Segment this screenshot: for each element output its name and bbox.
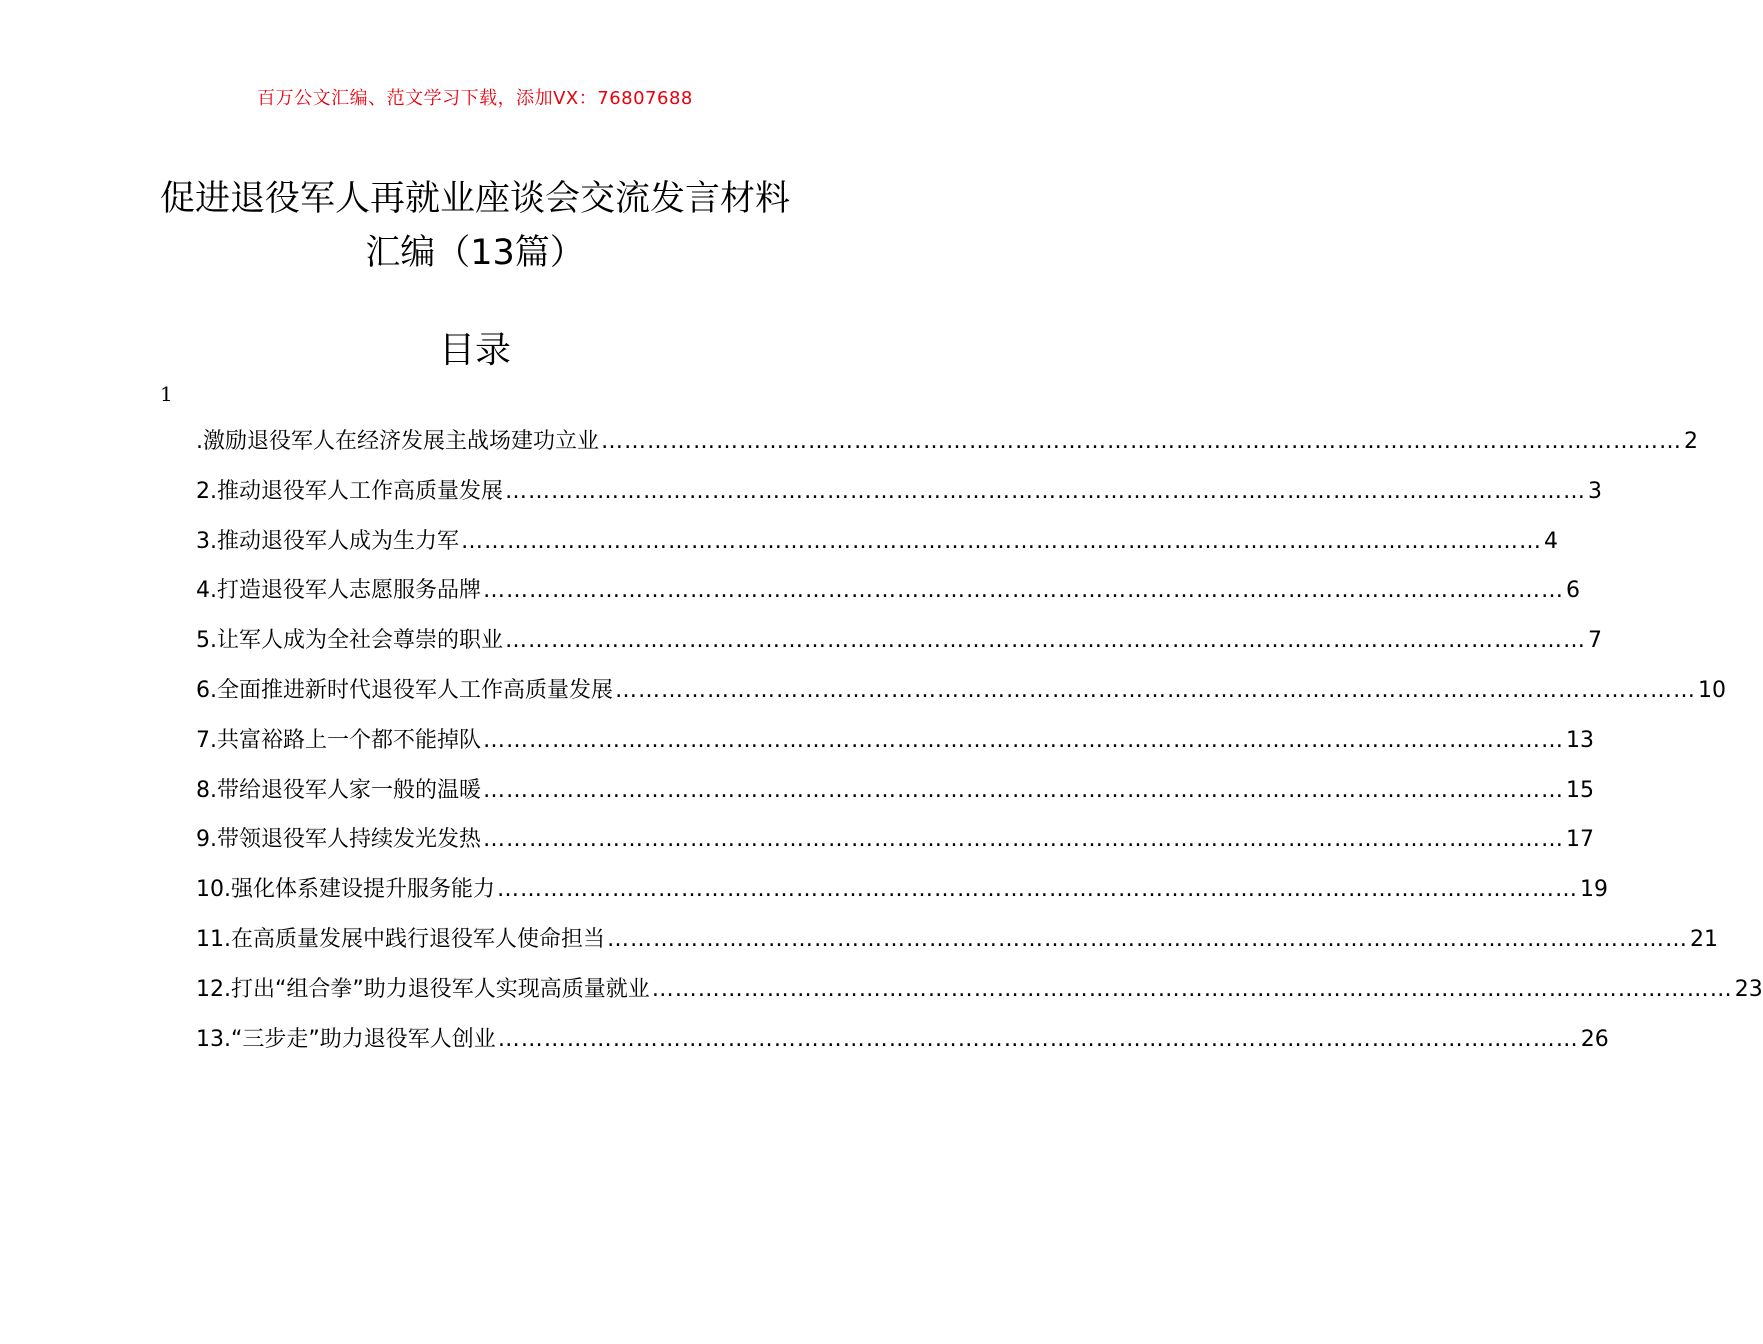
toc-heading: 目录: [438, 330, 511, 371]
toc-leader-dots: ……………………………………………………………………………………………………………………………: [497, 877, 1578, 903]
toc-entry-page: 2: [1684, 429, 1698, 454]
toc-entry-title: 4.打造退役军人志愿服务品牌: [196, 578, 481, 604]
toc-entry-title: 13.“三步走”助力退役军人创业: [196, 1026, 496, 1052]
toc-leader-dots: ……………………………………………………………………………………………………………………………: [601, 429, 1682, 454]
toc-entry-title: 6.全面推进新时代退役军人工作高质量发展: [196, 677, 613, 703]
toc-entry-page: 19: [1580, 877, 1608, 903]
toc-entry[interactable]: [196, 623, 1602, 673]
toc-entry-page: 23: [1734, 976, 1763, 1002]
toc-entry-page: 6: [1566, 578, 1580, 604]
toc-entry-page: 26: [1580, 1026, 1609, 1052]
toc-entry-page: 4: [1544, 528, 1558, 554]
toc-entry-page: 10: [1698, 677, 1726, 703]
toc-entry[interactable]: [196, 822, 1594, 872]
toc-entry[interactable]: [196, 573, 1580, 623]
header-promo-note: 百万公文汇编、范文学习下载，添加VX：76807688: [257, 88, 693, 109]
toc-leader-dots: ……………………………………………………………………………………………………………………………: [483, 827, 1564, 853]
toc-leader-dots: ……………………………………………………………………………………………………………………………: [461, 528, 1542, 554]
toc-leader-dots: ……………………………………………………………………………………………………………………………: [483, 727, 1564, 753]
toc-leader-dots: ……………………………………………………………………………………………………………………………: [483, 777, 1564, 803]
toc-entry[interactable]: [196, 723, 1594, 773]
toc-leader-dots: ……………………………………………………………………………………………………………………………: [497, 1026, 1579, 1052]
toc-entry-title: 5.让军人成为全社会尊崇的职业: [196, 628, 503, 654]
toc-leader-dots: ……………………………………………………………………………………………………………………………: [607, 926, 1688, 952]
toc-entry-page: 7: [1588, 628, 1602, 654]
toc-entry[interactable]: [196, 424, 1698, 474]
document-title: [0, 172, 950, 280]
toc-leader-dots: ……………………………………………………………………………………………………………………………: [483, 578, 1564, 604]
toc-entry[interactable]: [196, 922, 1718, 972]
toc-entry[interactable]: [196, 524, 1558, 574]
document-title-line-1: 促进退役军人再就业座谈会交流发言材料: [159, 179, 790, 219]
toc-leader-dots: ……………………………………………………………………………………………………………………………: [505, 478, 1586, 504]
toc-entry-title: 9.带领退役军人持续发光发热: [196, 827, 481, 853]
toc-entry-page: 17: [1566, 827, 1594, 853]
toc-entry-title: 10.强化体系建设提升服务能力: [196, 877, 495, 903]
toc-entry[interactable]: [196, 673, 1726, 723]
toc-entry-title: 12.打出“组合拳”助力退役军人实现高质量就业: [196, 976, 650, 1002]
toc-entry-page: 21: [1690, 926, 1718, 952]
table-of-contents: [196, 424, 1763, 1071]
toc-entry[interactable]: [196, 972, 1763, 1022]
toc-leader-dots: ……………………………………………………………………………………………………………………………: [651, 976, 1733, 1002]
toc-entry-title: 2.推动退役军人工作高质量发展: [196, 478, 503, 504]
toc-entry[interactable]: [196, 773, 1594, 823]
toc-entry-title: 7.共富裕路上一个都不能掉队: [196, 727, 481, 753]
toc-entry-page: 13: [1566, 727, 1594, 753]
toc-entry-title: 8.带给退役军人家一般的温暖: [196, 777, 481, 803]
toc-leader-dots: ……………………………………………………………………………………………………………………………: [615, 677, 1696, 703]
toc-entry-page: 3: [1588, 478, 1602, 504]
toc-entry[interactable]: [196, 474, 1602, 524]
toc-entry[interactable]: [196, 1022, 1609, 1072]
toc-entry-title: 11.在高质量发展中践行退役军人使命担当: [196, 926, 605, 952]
toc-entry-page: 15: [1566, 777, 1594, 803]
toc-entry-title: 3.推动退役军人成为生力军: [196, 528, 459, 554]
stray-number: 1: [160, 382, 173, 406]
toc-entry[interactable]: [196, 872, 1608, 922]
toc-entry-title: .激励退役军人在经济发展主战场建功立业: [196, 429, 599, 454]
toc-leader-dots: ……………………………………………………………………………………………………………………………: [505, 628, 1586, 654]
document-title-line-2: 汇编（13篇）: [365, 233, 585, 273]
